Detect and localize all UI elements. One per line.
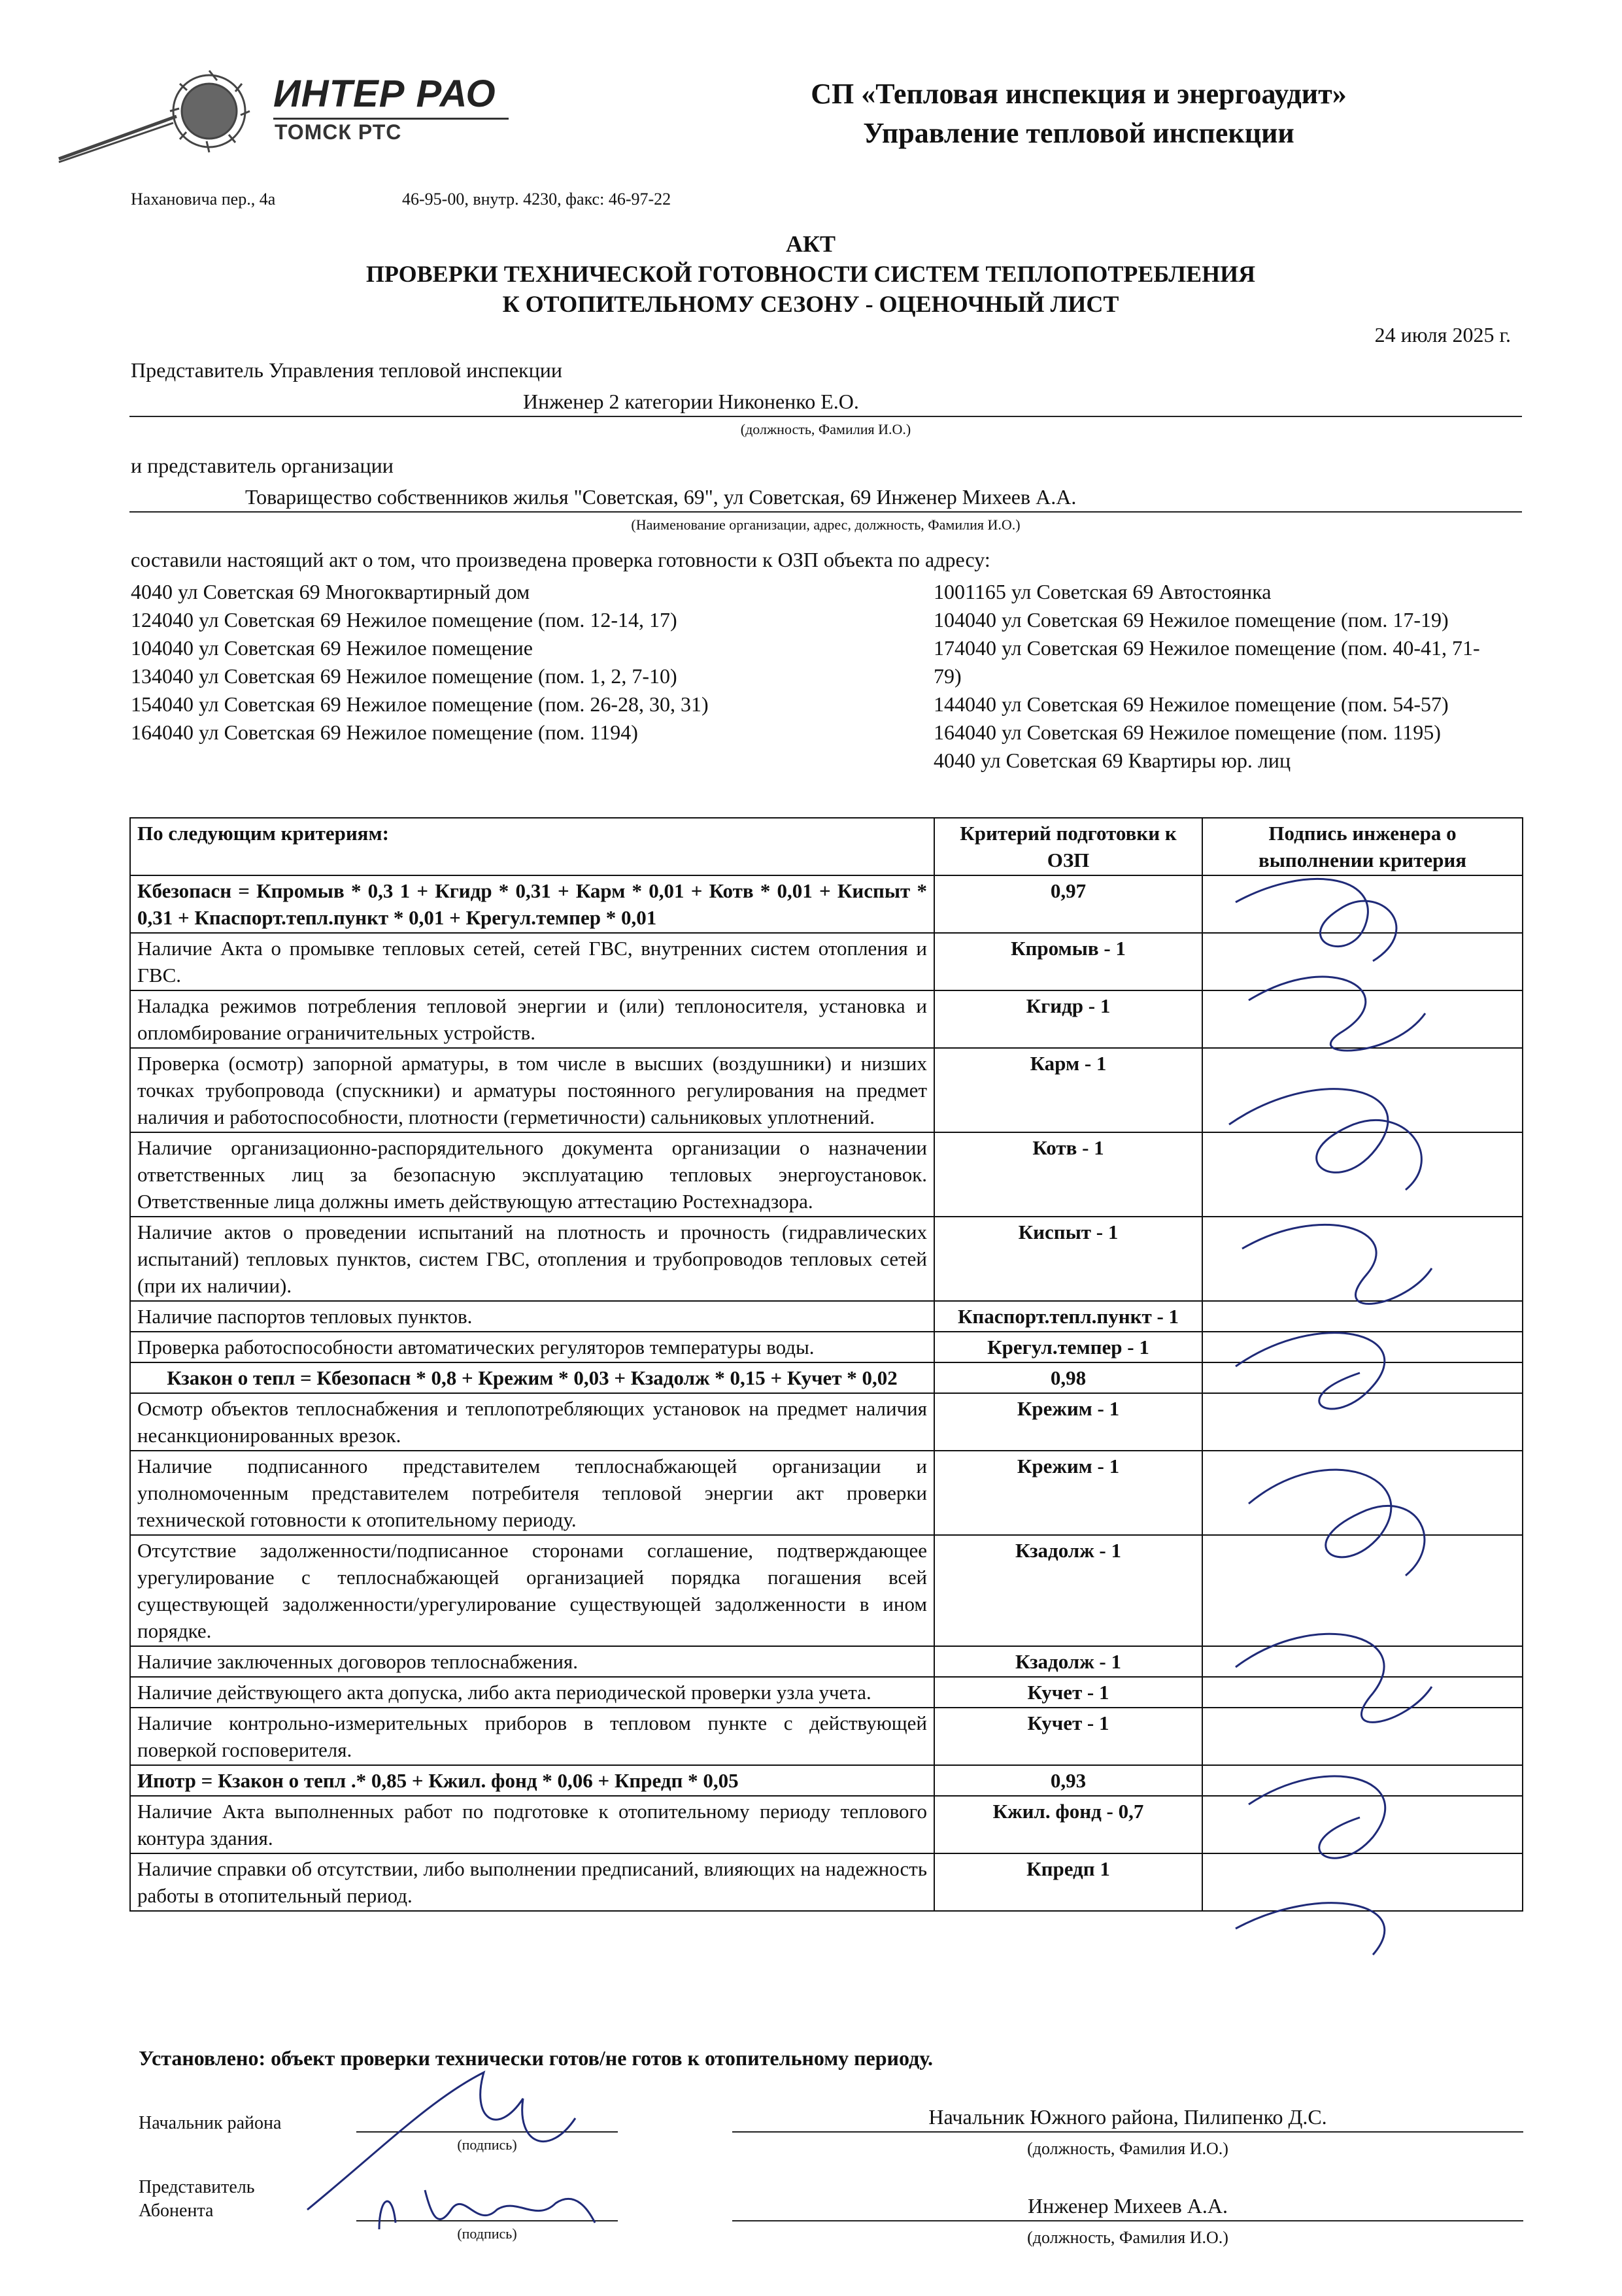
org-address: Нахановича пер., 4а — [131, 190, 276, 209]
abonent-name-line — [732, 2220, 1523, 2221]
address-item: 174040 ул Советская 69 Нежилое помещение (пом. 40-41, 71- — [934, 636, 1480, 660]
criterion-value: Кзадолж - 1 — [934, 1535, 1202, 1646]
rep2-value: Товарищество собственников жилья "Советская, 69", ул Советская, 69 Инженер Михеев А.А. — [245, 485, 1077, 509]
abonent-name: Инженер Михеев А.А. — [1028, 2194, 1228, 2218]
criterion-text: Наладка режимов потребления тепловой энергии и (или) теплоносителя, установка и опломбирование ограничительных устройств. — [130, 990, 934, 1048]
rep1-underline — [129, 416, 1522, 417]
chief-label: Начальник района — [139, 2113, 282, 2133]
doc-date: 24 июля 2025 г. — [1374, 323, 1511, 346]
address-item: 4040 ул Советская 69 Многоквартирный дом — [131, 580, 530, 603]
criterion-value: Кучет - 1 — [934, 1677, 1202, 1708]
criterion-text: Ипотр = Кзакон о тепл .* 0,85 + Кжил. фонд * 0,06 + Кпредп * 0,05 — [130, 1765, 934, 1796]
criterion-value: Киспыт - 1 — [934, 1217, 1202, 1301]
criterion-value: Кжил. фонд - 0,7 — [934, 1796, 1202, 1853]
criterion-value: 0,97 — [934, 875, 1202, 933]
org-phones: 46-95-00, внутр. 4230, факс: 46-97-22 — [402, 190, 671, 209]
criterion-text: Проверка (осмотр) запорной арматуры, в том числе в высших (воздушники) и низших точках трубопровода (спускники) и арматуры постоянного регулирования на предмет наличия и работоспособности, плотности (герметичности) сальниковых уплотнений. — [130, 1048, 934, 1132]
criterion-text: Отсутствие задолженности/подписанное сторонами соглашение, подтверждающее урегулирование с теплоснабжающей организацией порядка погашения всей существующей задолженности/урегулирование существующей задолженности в ином порядке. — [130, 1535, 934, 1646]
address-item: 1001165 ул Советская 69 Автостоянка — [934, 580, 1272, 603]
abonent-label-2: Абонента — [139, 2201, 214, 2221]
criterion-value: Крежим - 1 — [934, 1393, 1202, 1451]
criterion-text: Наличие актов о проведении испытаний на плотность и прочность (гидравлических испытаний) тепловых пунктов, систем ГВС, отопления и трубопроводов тепловых сетей (при их наличии). — [130, 1217, 934, 1301]
logo-subtitle: ТОМСК РТС — [275, 120, 402, 144]
address-item: 164040 ул Советская 69 Нежилое помещение (пом. 1194) — [131, 720, 638, 744]
address-item: 104040 ул Советская 69 Нежилое помещение (пом. 17-19) — [934, 608, 1449, 632]
criterion-text: Наличие Акта о промывке тепловых сетей, сетей ГВС, внутренних систем отопления и ГВС. — [130, 933, 934, 990]
rep1-caption: (должность, Фамилия И.О.) — [740, 421, 911, 437]
abonent-name-caption: (должность, Фамилия И.О.) — [1027, 2228, 1228, 2247]
criterion-text: Кбезопасн = Кпромыв * 0,3 1 + Кгидр * 0,31 + Карм * 0,01 + Котв * 0,01 + Киспыт * 0,31 + Кпаспорт.тепл.пункт * 0,01 + Крегул.темпер * 0,01 — [130, 875, 934, 933]
criterion-text: Наличие организационно-распорядительного документа организации о назначении ответственных лиц за безопасную эксплуатацию тепловых энергоустановок. Ответственные лица должны иметь действующую аттестацию Ростехнадзора. — [130, 1132, 934, 1217]
address-item: 164040 ул Советская 69 Нежилое помещение (пом. 1195) — [934, 720, 1441, 744]
criterion-value: 0,98 — [934, 1362, 1202, 1393]
criterion-text: Наличие заключенных договоров теплоснабжения. — [130, 1646, 934, 1677]
address-item: 154040 ул Советская 69 Нежилое помещение (пом. 26-28, 30, 31) — [131, 692, 709, 716]
rep2-caption: (Наименование организации, адрес, должность, Фамилия И.О.) — [631, 516, 1021, 533]
conclusion-text: Установлено: объект проверки технически готов/не готов к отопительному периоду. — [139, 2046, 934, 2070]
criterion-value: Кпредп 1 — [934, 1853, 1202, 1911]
criterion-value: Кпаспорт.тепл.пункт - 1 — [934, 1301, 1202, 1332]
logo-divider — [273, 118, 509, 120]
address-list-left — [131, 578, 902, 747]
doc-title: АКТ — [785, 231, 836, 257]
rep2-label: и представитель организации — [131, 454, 394, 477]
criterion-value: Крегул.темпер - 1 — [934, 1332, 1202, 1362]
address-item: 4040 ул Советская 69 Квартиры юр. лиц — [934, 749, 1291, 772]
col-header-criteria: По следующим критериям: — [130, 818, 934, 875]
criterion-value: 0,93 — [934, 1765, 1202, 1796]
abonent-signature-caption: (подпись) — [457, 2225, 517, 2242]
org-name: СП «Тепловая инспекция и энергоаудит» — [811, 78, 1347, 110]
address-item: 144040 ул Советская 69 Нежилое помещение (пом. 54-57) — [934, 692, 1449, 716]
rep1-value: Инженер 2 категории Никоненко Е.О. — [523, 390, 859, 413]
rep1-label: Представитель Управления тепловой инспекции — [131, 358, 562, 382]
address-item: 104040 ул Советская 69 Нежилое помещение — [131, 636, 533, 660]
address-item: 79) — [934, 664, 962, 688]
criterion-text: Осмотр объектов теплоснабжения и теплопотребляющих установок на предмет наличия несанкционированных врезок. — [130, 1393, 934, 1451]
criterion-value: Кзадолж - 1 — [934, 1646, 1202, 1677]
criterion-value: Котв - 1 — [934, 1132, 1202, 1217]
address-item: 124040 ул Советская 69 Нежилое помещение (пом. 12-14, 17) — [131, 608, 677, 632]
engineer-signature-column — [1209, 850, 1517, 2014]
col-header-value: Критерий подготовки к ОЗП — [934, 818, 1202, 875]
criterion-value: Кпромыв - 1 — [934, 933, 1202, 990]
criterion-text: Наличие действующего акта допуска, либо акта периодической проверки узла учета. — [130, 1677, 934, 1708]
abonent-signature — [366, 2170, 615, 2242]
criterion-value: Кучет - 1 — [934, 1708, 1202, 1765]
doc-title-line2: ПРОВЕРКИ ТЕХНИЧЕСКОЙ ГОТОВНОСТИ СИСТЕМ ТЕПЛОПОТРЕБЛЕНИЯ — [365, 261, 1256, 287]
criterion-value: Кгидр - 1 — [934, 990, 1202, 1048]
criterion-value: Крежим - 1 — [934, 1451, 1202, 1535]
criterion-text: Наличие справки об отсутствии, либо выполнении предписаний, влияющих на надежность работы в отопительный период. — [130, 1853, 934, 1911]
chief-name: Начальник Южного района, Пилипенко Д.С. — [928, 2105, 1327, 2129]
criterion-text: Кзакон о тепл = Кбезопасн * 0,8 + Крежим * 0,03 + Кзадолж * 0,15 + Кучет * 0,02 — [130, 1362, 934, 1393]
address-list-right — [934, 578, 1535, 775]
org-department: Управление тепловой инспекции — [863, 117, 1294, 149]
sun-emblem-icon — [46, 58, 268, 169]
criterion-text: Проверка работоспособности автоматических регуляторов температуры воды. — [130, 1332, 934, 1362]
chief-name-line — [732, 2131, 1523, 2133]
doc-title-line3: К ОТОПИТЕЛЬНОМУ СЕЗОНУ - ОЦЕНОЧНЫЙ ЛИСТ — [502, 291, 1119, 317]
criterion-value: Карм - 1 — [934, 1048, 1202, 1132]
chief-signature-caption: (подпись) — [457, 2136, 517, 2153]
chief-name-caption: (должность, Фамилия И.О.) — [1027, 2139, 1228, 2158]
criterion-text: Наличие контрольно-измерительных приборов в тепловом пункте с действующей поверкой госповерителя. — [130, 1708, 934, 1765]
criterion-text: Наличие Акта выполненных работ по подготовке к отопительному периоду теплового контура здания. — [130, 1796, 934, 1853]
rep2-underline — [129, 511, 1522, 513]
intro-text: составили настоящий акт о том, что произведена проверка готовности к ОЗП объекта по адресу: — [131, 548, 990, 571]
criterion-text: Наличие паспортов тепловых пунктов. — [130, 1301, 934, 1332]
address-item: 134040 ул Советская 69 Нежилое помещение (пом. 1, 2, 7-10) — [131, 664, 677, 688]
abonent-label: Представитель — [139, 2177, 255, 2197]
logo-name: ИНТЕР РАО — [273, 73, 496, 115]
criterion-text: Наличие подписанного представителем теплоснабжающей организации и уполномоченным представителем потребителя тепловой энергии акт проверки технической готовности к отопительному периоду. — [130, 1451, 934, 1535]
col-header-signature: Подпись инженера о выполнении критерия — [1202, 818, 1523, 875]
